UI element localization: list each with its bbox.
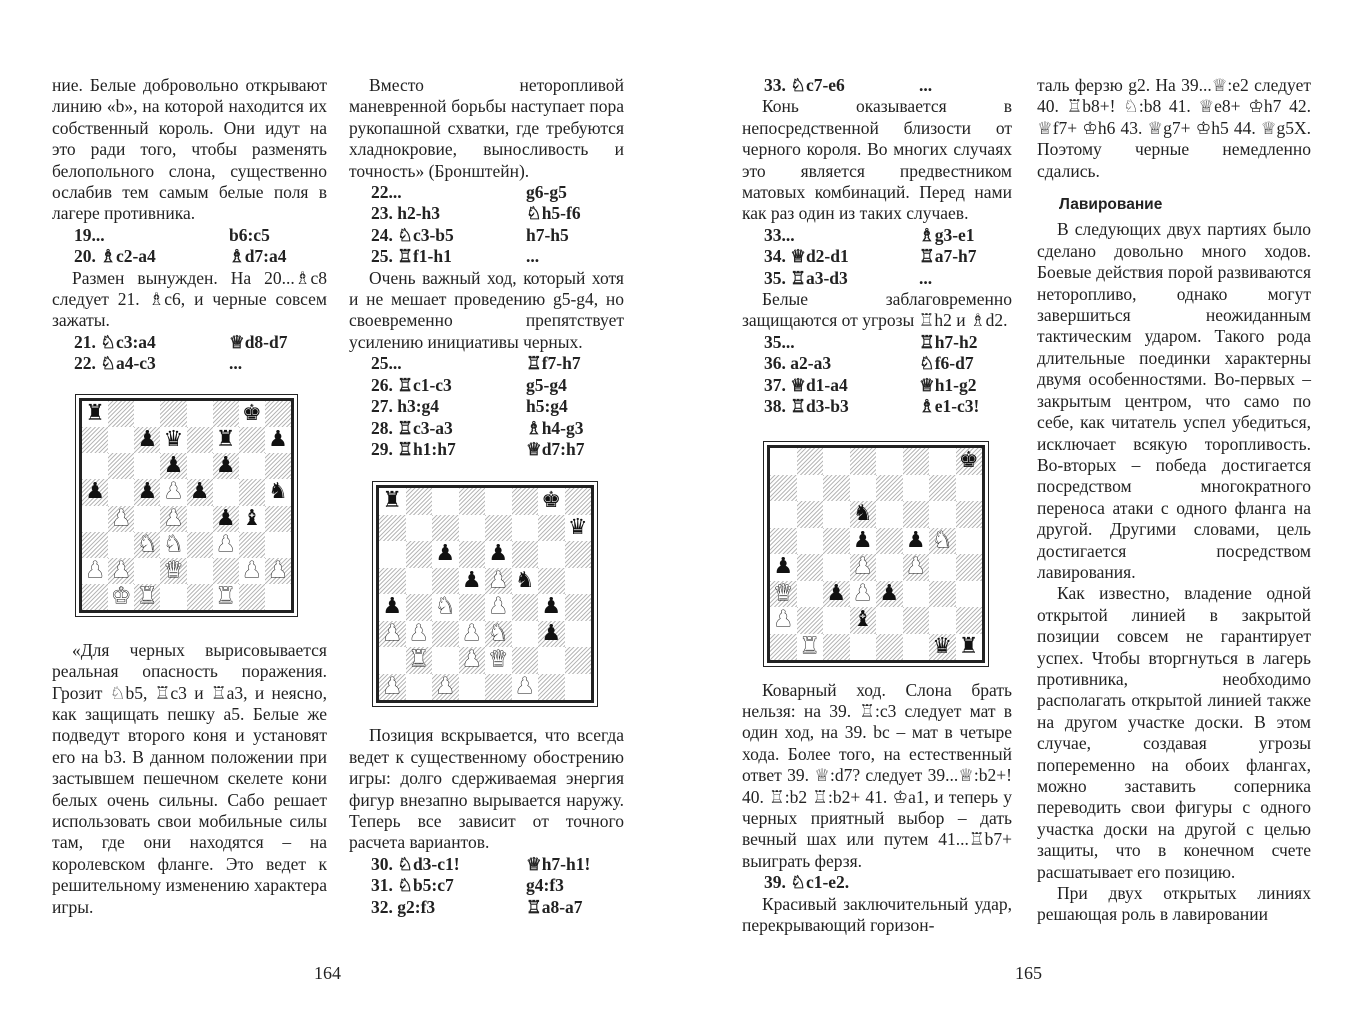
board-square <box>265 584 291 610</box>
board-square <box>538 674 565 701</box>
board-square <box>956 475 983 502</box>
black-pawn-icon: ♟ <box>876 581 903 608</box>
move-line: 36. a2-a3 ♘f6-d7 <box>764 353 974 374</box>
move-line: 38. ♖d3-b3 ♗e1-c3! <box>764 396 980 417</box>
black-pawn-icon: ♟ <box>160 453 186 479</box>
board-square <box>770 448 797 475</box>
board-square <box>160 401 186 427</box>
board-square <box>903 581 930 608</box>
board-square <box>929 475 956 502</box>
paragraph: Позиция вскрывается, что всегда ведет к существенному обострению игры: долго сдерживаемая энергия фигур внезапно вырывается наружу. Теперь все зависит от точного расчета вариантов. <box>349 725 624 853</box>
move-line: 30. ♘d3-c1! ♕h7-h1! <box>371 853 591 874</box>
white-pawn-icon: ♟ <box>903 554 930 581</box>
paragraph: Красивый заключительный удар, перекрывающий горизон- <box>742 893 1012 935</box>
board-square <box>134 453 160 479</box>
board-square <box>187 584 213 610</box>
black-pawn-icon: ♟ <box>541 594 562 620</box>
move-line: 24. ♘c3-b5 h7-h5 <box>371 224 569 245</box>
white-knight-icon: ♞ <box>485 621 512 648</box>
board-square <box>876 554 903 581</box>
board-square <box>929 448 956 475</box>
board-square <box>565 488 592 515</box>
paragraph: ние. Белые добровольно открывают линию «b», на которой находится их собственный король. Они идут на это ради того, чтобы разменять белопольного слона, существенно ослабив тем самым белые поля в лагере противника. <box>52 75 327 224</box>
board-square <box>823 501 850 528</box>
board-square <box>485 674 512 701</box>
chess-diagram-2 <box>376 485 594 703</box>
move-line: 22. ♘a4-c3 ... <box>74 353 243 374</box>
board-square <box>459 594 486 621</box>
page-number: 164 <box>314 963 341 983</box>
white-pawn-icon: ♟ <box>408 620 429 646</box>
white-pawn-icon: ♟ <box>488 594 509 620</box>
section-heading: Лавирование <box>1059 196 1163 214</box>
white-pawn-icon: ♟ <box>850 554 877 581</box>
board-square <box>406 594 433 621</box>
paragraph: Коварный ход. Слона брать нельзя: на 39. ♖:c3 следует мат в один ход, на 39. bc – мат в четыре хода. Более того, на естественный ответ 39. ♕:d7? следует 39...♕:b2+! 40. ♖:b2 ♖:b2+ 41. ♔a1, и теперь у черных приятный выбор – дать вечный шах или путем 41...♖b7+ выиграть ферзя. <box>742 679 1012 871</box>
board-square <box>265 506 291 532</box>
white-rook-icon: ♜ <box>799 633 820 659</box>
black-queen-icon: ♛ <box>567 514 588 540</box>
move-line: 22... g6-g5 <box>371 182 567 203</box>
board-square <box>432 515 459 542</box>
black-knight-icon: ♞ <box>268 479 288 505</box>
move-line: 32. g2:f3 ♖a8-a7 <box>371 896 583 917</box>
board-square <box>379 541 406 568</box>
board-square <box>956 554 983 581</box>
white-pawn-icon: ♟ <box>852 580 873 606</box>
board-square <box>432 568 459 595</box>
board-square <box>512 621 539 648</box>
move-line: 29. ♖h1:h7 ♕d7:h7 <box>371 438 585 459</box>
white-rook-icon: ♜ <box>406 647 433 674</box>
paragraph: «Для черных вырисовывается реальная опасность поражения. Грозит ♘b5, ♖c3 и ♖a3, и неясно, как защищать пешку a5. Белые же подведут второго коня и установят его на b3. В данном положении при застывшем пешечном скелете кони белых очень сильны. Сабо решает использовать свои мобильные силы там, где они находятся – на королевском фланге. Это ведет к решительному изменению характера игры. <box>52 639 327 917</box>
board-square <box>903 607 930 634</box>
move-line: 25. ♖f1-h1 ... <box>371 246 540 267</box>
page-right <box>680 0 1359 1025</box>
board-square <box>134 558 160 584</box>
board-square <box>108 532 134 558</box>
board-square <box>239 584 265 610</box>
move-line: 20. ♗c2-a4 ♗d7:a4 <box>74 246 287 267</box>
board-square <box>956 581 983 608</box>
board-square <box>187 453 213 479</box>
black-king-icon: ♚ <box>241 401 262 427</box>
move-line: 27. h3:g4 h5:g4 <box>371 396 568 417</box>
white-rook-icon: ♜ <box>134 584 160 610</box>
board-square <box>459 541 486 568</box>
board-square <box>850 475 877 502</box>
move-line: 23. h2-h3 ♘h5-f6 <box>371 203 581 224</box>
black-pawn-icon: ♟ <box>905 527 926 553</box>
black-pawn-icon: ♟ <box>82 479 108 505</box>
board-square <box>797 528 824 555</box>
board-square <box>134 506 160 532</box>
board-square <box>406 488 433 515</box>
board-square <box>265 532 291 558</box>
board-square <box>187 532 213 558</box>
black-king-icon: ♚ <box>956 448 983 475</box>
white-pawn-icon: ♟ <box>461 620 482 646</box>
move-line: 33... ♗g3-e1 <box>764 224 975 245</box>
board-square <box>929 554 956 581</box>
move-line: 21. ♘c3:a4 ♕d8-d7 <box>74 331 288 352</box>
board-square <box>876 634 903 661</box>
white-pawn-icon: ♟ <box>265 558 291 584</box>
board-square <box>512 647 539 674</box>
black-pawn-icon: ♟ <box>852 527 873 553</box>
move-line: 31. ♘b5:c7 g4:f3 <box>371 875 564 896</box>
board-square <box>512 594 539 621</box>
paragraph: В следующих двух партиях было сделано довольно много ходов. Боевые действия порой развиваются неторопливо, однако могут завершиться неожиданным тактическим ударом. Такого рода длительные поединки характерны двумя особенностями. Во-первых – закрытым центром, что само по себе, как читатель успел убедиться, исключает всякую торопливость. Во-вторых – победа достигается посредством многократного переноса атаки с одного фланга на другой. Другими словами, цель достигается посредством лавирования. <box>1037 219 1311 582</box>
board-square <box>239 427 265 453</box>
board-square <box>538 568 565 595</box>
black-knight-icon: ♞ <box>514 567 535 593</box>
board-square <box>108 479 134 505</box>
white-knight-icon: ♞ <box>929 528 956 555</box>
move-line: 35. ♖a3-d3 ... <box>764 267 933 288</box>
board-square <box>565 621 592 648</box>
board-square <box>379 568 406 595</box>
board-square <box>797 554 824 581</box>
board-square <box>108 427 134 453</box>
black-pawn-icon: ♟ <box>213 506 239 532</box>
board-square <box>823 475 850 502</box>
board-square <box>82 506 108 532</box>
white-pawn-icon: ♟ <box>773 607 794 633</box>
black-knight-icon: ♞ <box>850 501 877 528</box>
page-number: 165 <box>1015 963 1042 983</box>
white-pawn-icon: ♟ <box>108 558 134 584</box>
board-square <box>876 448 903 475</box>
board-square <box>406 515 433 542</box>
column-4 <box>1037 75 1311 926</box>
board-square <box>239 479 265 505</box>
black-pawn-icon: ♟ <box>435 541 456 567</box>
board-square <box>956 501 983 528</box>
board-square <box>929 501 956 528</box>
move-line: 35... ♖h7-h2 <box>764 331 978 352</box>
board-square <box>823 634 850 661</box>
white-knight-icon: ♞ <box>134 532 160 558</box>
paragraph: Вместо неторопливой маневренной борьбы наступает пора рукопашной схватки, где требуются хладнокровие, выносливость и точность» (Бронштейн). <box>349 75 624 181</box>
board-square <box>213 558 239 584</box>
white-pawn-icon: ♟ <box>485 568 512 595</box>
black-pawn-icon: ♟ <box>213 453 239 479</box>
board-square <box>187 558 213 584</box>
white-pawn-icon: ♟ <box>459 647 486 674</box>
board-square <box>565 541 592 568</box>
board-square <box>797 501 824 528</box>
board-square <box>134 401 160 427</box>
black-pawn-icon: ♟ <box>488 541 509 567</box>
white-queen-icon: ♛ <box>488 647 509 673</box>
paragraph: Конь оказывается в непосредственной близости от черного короля. Во многих случаях это является предвестником матовых комбинаций. Перед нами как раз один из таких случаев. <box>742 96 1012 224</box>
paragraph: Очень важный ход, который хотя и не мешает проведению g5-g4, но своевременно препятствует усилению инициативы черных. <box>349 267 624 352</box>
white-pawn-icon: ♟ <box>163 479 184 505</box>
paragraph: Как известно, владение одной открытой линией в закрытой позиции совсем не гарантирует успех. Чтобы вторгнуться в лагерь противника, необходимо располагать открытой линией также на другом участке доски. В этом случае, создавая угрозы попеременно на обоих флангах, можно заставить соперника переводить свои фигуры с одного участка доски на другой с целью защиты, что в конечном счете расшатывает его позицию. <box>1037 583 1311 882</box>
black-pawn-icon: ♟ <box>268 427 288 453</box>
white-king-icon: ♚ <box>111 583 132 609</box>
white-pawn-icon: ♟ <box>379 674 406 701</box>
board-square <box>929 607 956 634</box>
board-square <box>903 634 930 661</box>
board-square <box>485 488 512 515</box>
board-square <box>265 401 291 427</box>
white-queen-icon: ♛ <box>770 581 797 608</box>
board-square <box>160 584 186 610</box>
board-square <box>956 607 983 634</box>
black-pawn-icon: ♟ <box>134 427 160 453</box>
move-line: 33. ♘c7-e6 ... <box>764 75 933 95</box>
board-square <box>512 541 539 568</box>
black-pawn-icon: ♟ <box>773 554 794 580</box>
board-square <box>108 453 134 479</box>
white-pawn-icon: ♟ <box>85 557 105 583</box>
board-square <box>213 479 239 505</box>
board-square <box>82 532 108 558</box>
board-square <box>565 674 592 701</box>
board-square <box>876 607 903 634</box>
board-square <box>213 401 239 427</box>
black-king-icon: ♚ <box>541 488 562 514</box>
board-square <box>108 401 134 427</box>
black-pawn-icon: ♟ <box>538 621 565 648</box>
board-square <box>432 488 459 515</box>
board-square <box>239 532 265 558</box>
white-pawn-icon: ♟ <box>432 674 459 701</box>
white-pawn-icon: ♟ <box>514 673 535 699</box>
board-square <box>797 607 824 634</box>
board-square <box>538 647 565 674</box>
board-square <box>565 594 592 621</box>
board-square <box>876 528 903 555</box>
board-square <box>823 607 850 634</box>
paragraph: таль ферзю g2. На 39...♕:e2 следует 40. ♖b8+! ♘:b8 41. ♕e8+ ♔h7 42. ♕f7+ ♔h6 43. ♕g7+ ♔h5 44. ♕g5X. Поэтому черные немедленно сдались. <box>1037 75 1311 181</box>
black-rook-icon: ♜ <box>958 633 979 659</box>
board-square <box>406 568 433 595</box>
board-square <box>823 448 850 475</box>
black-pawn-icon: ♟ <box>823 581 850 608</box>
board-square <box>797 475 824 502</box>
board-square <box>459 488 486 515</box>
black-pawn-icon: ♟ <box>134 479 160 505</box>
board-square <box>406 541 433 568</box>
paragraph: Белые заблаговременно защищаются от угрозы ♖h2 и ♗d2. <box>742 289 1012 331</box>
white-pawn-icon: ♟ <box>108 506 134 532</box>
white-rook-icon: ♜ <box>215 583 236 609</box>
board-square <box>187 401 213 427</box>
black-bishop-icon: ♝ <box>850 607 877 634</box>
board-square <box>432 647 459 674</box>
move-line: 25... ♖f7-h7 <box>371 353 581 374</box>
paragraph: При двух открытых линиях решающая роль в лавировании <box>1037 883 1311 925</box>
board-square <box>797 448 824 475</box>
board-square <box>876 501 903 528</box>
board-square <box>187 427 213 453</box>
white-pawn-icon: ♟ <box>379 621 406 648</box>
board-square <box>850 634 877 661</box>
white-knight-icon: ♞ <box>435 594 456 620</box>
board-square <box>512 488 539 515</box>
board-square <box>823 528 850 555</box>
board-square <box>82 584 108 610</box>
board-square <box>187 506 213 532</box>
board-square <box>538 515 565 542</box>
black-rook-icon: ♜ <box>382 488 403 514</box>
board-square <box>770 475 797 502</box>
board-square <box>903 501 930 528</box>
paragraph: Размен вынужден. На 20...♗c8 следует 21. ♗c6, и черные совсем зажаты. <box>52 267 327 331</box>
board-square <box>82 453 108 479</box>
board-square <box>265 453 291 479</box>
board-square <box>82 427 108 453</box>
board-square <box>512 515 539 542</box>
black-queen-icon: ♛ <box>163 427 184 453</box>
move-line: 37. ♕d1-a4 ♕h1-g2 <box>764 374 977 395</box>
board-square <box>903 475 930 502</box>
board-square <box>406 674 433 701</box>
board-square <box>903 448 930 475</box>
board-square <box>850 448 877 475</box>
black-rook-icon: ♜ <box>85 401 105 427</box>
board-square <box>459 515 486 542</box>
board-square <box>876 475 903 502</box>
black-queen-icon: ♛ <box>929 634 956 661</box>
board-square <box>379 647 406 674</box>
board-square <box>239 453 265 479</box>
board-square <box>485 515 512 542</box>
black-rook-icon: ♜ <box>215 427 236 453</box>
board-square <box>459 674 486 701</box>
board-square <box>956 528 983 555</box>
board-square <box>929 581 956 608</box>
board-square <box>823 554 850 581</box>
white-pawn-icon: ♟ <box>215 531 236 557</box>
white-knight-icon: ♞ <box>163 531 184 557</box>
board-square <box>770 501 797 528</box>
chess-diagram-1 <box>79 398 294 613</box>
move-line: 26. ♖c1-c3 g5-g4 <box>371 374 567 395</box>
black-pawn-icon: ♟ <box>382 594 403 620</box>
board-square <box>538 541 565 568</box>
white-pawn-icon: ♟ <box>160 506 186 532</box>
chess-diagram-3 <box>767 445 985 663</box>
black-pawn-icon: ♟ <box>461 567 482 593</box>
white-queen-icon: ♛ <box>160 558 186 584</box>
board-square <box>432 621 459 648</box>
white-pawn-icon: ♟ <box>241 557 262 583</box>
move-line: 19... b6:c5 <box>74 224 270 245</box>
board-square <box>797 581 824 608</box>
board-square <box>565 647 592 674</box>
black-pawn-icon: ♟ <box>187 479 213 505</box>
board-square <box>565 568 592 595</box>
board-square <box>770 528 797 555</box>
board-square <box>379 515 406 542</box>
move-line: 34. ♕d2-d1 ♖a7-h7 <box>764 246 977 267</box>
board-square <box>770 634 797 661</box>
black-bishop-icon: ♝ <box>241 505 262 531</box>
move-line: 39. ♘c1-e2. <box>764 872 850 893</box>
move-line: 28. ♖c3-a3 ♗h4-g3 <box>371 417 584 438</box>
